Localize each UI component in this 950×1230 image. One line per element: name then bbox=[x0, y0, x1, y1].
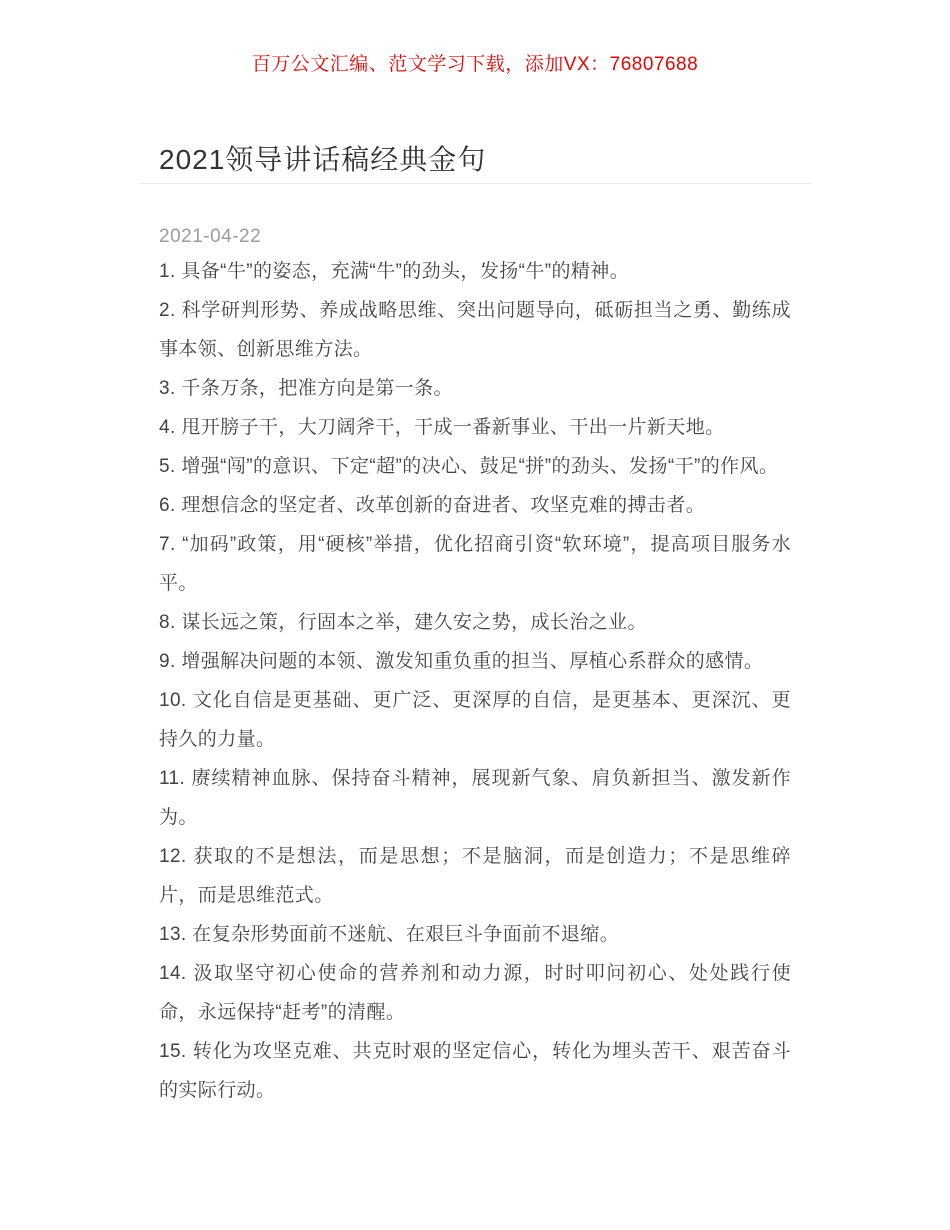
title-divider bbox=[139, 183, 811, 184]
article-header bbox=[139, 140, 811, 180]
quote-list bbox=[159, 252, 791, 1110]
article-date: 2021-04-22 bbox=[159, 226, 262, 247]
quote-item: 7. “加码”政策，用“硬核”举措，优化招商引资“软环境”，提高项目服务水平。 bbox=[159, 534, 791, 594]
quote-item: 14. 汲取坚守初心使命的营养剂和动力源，时时叩问初心、处处践行使命，永远保持“赶考”的清醒。 bbox=[159, 963, 791, 1023]
quote-item: 15. 转化为攻坚克难、共克时艰的坚定信心，转化为埋头苦干、艰苦奋斗的实际行动。 bbox=[159, 1041, 791, 1101]
quote-item: 11. 赓续精神血脉、保持奋斗精神，展现新气象、肩负新担当、激发新作为。 bbox=[159, 768, 791, 828]
quote-item: 9. 增强解决问题的本领、激发知重负重的担当、厚植心系群众的感情。 bbox=[159, 651, 764, 672]
quote-item: 8. 谋长远之策，行固本之举，建久安之势，成长治之业。 bbox=[159, 612, 647, 633]
quote-item: 10. 文化自信是更基础、更广泛、更深厚的自信，是更基本、更深沉、更持久的力量。 bbox=[159, 690, 791, 750]
article-body bbox=[139, 222, 811, 1110]
quote-item: 1. 具备“牛”的姿态，充满“牛”的劲头，发扬“牛”的精神。 bbox=[159, 261, 630, 282]
quote-item: 13. 在复杂形势面前不迷航、在艰巨斗争面前不退缩。 bbox=[159, 924, 620, 945]
quote-item: 5. 增强“闯”的意识、下定“超”的决心、鼓足“拼”的劲头、发扬“干”的作风。 bbox=[159, 456, 779, 477]
quote-item: 4. 甩开膀子干，大刀阔斧干，干成一番新事业、干出一片新天地。 bbox=[159, 417, 725, 438]
article bbox=[139, 140, 811, 1110]
quote-item: 6. 理想信念的坚定者、改革创新的奋进者、攻坚克难的搏击者。 bbox=[159, 495, 706, 516]
page-title: 2021领导讲话稿经典金句 bbox=[159, 144, 487, 175]
promo-notice: 百万公文汇编、范文学习下载，添加VX：76807688 bbox=[251, 54, 699, 75]
quote-item: 3. 千条万条，把准方向是第一条。 bbox=[159, 378, 453, 399]
quote-item: 2. 科学研判形势、养成战略思维、突出问题导向，砥砺担当之勇、勤练成事本领、创新思维方法。 bbox=[159, 300, 791, 360]
quote-item: 12. 获取的不是想法，而是思想；不是脑洞，而是创造力；不是思维碎片，而是思维范式。 bbox=[159, 846, 791, 906]
